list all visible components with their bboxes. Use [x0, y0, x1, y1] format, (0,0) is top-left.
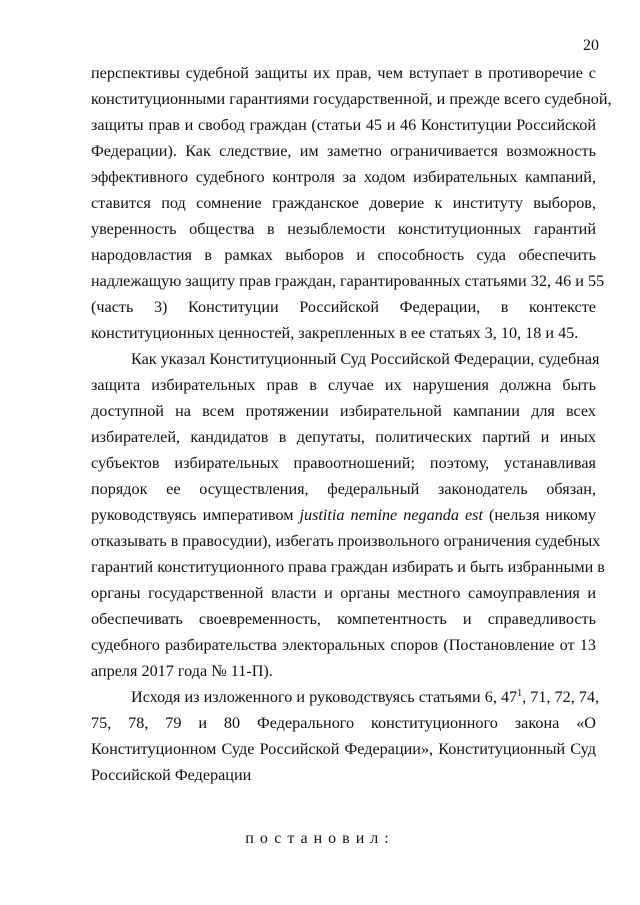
paragraph2-line-8: отказывать в правосудии), избегать произвольного ограничения судебных [91, 532, 601, 550]
paragraph3-line1-prefix: Исходя из изложенного и руководствуясь статьями 6, 47 [131, 688, 518, 706]
paragraph2-line-3: доступной на всем протяжении избирательной кампании для всех [91, 402, 596, 420]
paragraph1-line-8: народовластия в рамках выборов и способность суда обеспечить [91, 246, 596, 264]
page-number: 20 [583, 37, 599, 54]
paragraph2-line-11: обеспечивать своевременность, компетентность и справедливость [91, 610, 596, 628]
paragraph1-line-3: защиты прав и свобод граждан (статьи 45 и 46 Конституции Российской [91, 116, 596, 134]
paragraph1-line-6: ставится под сомнение гражданское доверие к институту выборов, [91, 194, 596, 212]
paragraph2-line-13: апреля 2017 года № 11-П). [91, 662, 273, 680]
decree-heading: постановил: [245, 830, 395, 847]
latin-line-prefix: руководствуясь императивом [91, 506, 294, 524]
paragraph2-line-6: порядок ее осуществления, федеральный законодатель обязан, [91, 480, 596, 498]
paragraph3-line-2: 75, 78, 79 и 80 Федерального конституционного закона «О [91, 714, 596, 732]
paragraph3-line1-suffix: , 71, 72, 74, [522, 688, 600, 706]
paragraph1-line-11: конституционных ценностей, закрепленных в ее статьях 3, 10, 18 и 45. [91, 324, 579, 342]
paragraph2-line-12: судебного разбирательства электоральных споров (Постановление от 13 [91, 636, 596, 654]
paragraph1-line-9: надлежащую защиту прав граждан, гарантированных статьями 32, 46 и 55 [91, 272, 605, 290]
paragraph2-line-5: субъектов избирательных правоотношений; поэтому, устанавливая [91, 454, 596, 472]
paragraph3-line-4: Российской Федерации [91, 766, 252, 784]
paragraph2-line-1: Как указал Конституционный Суд Российской Федерации, судебная [131, 350, 600, 368]
paragraph2-line-9: гарантий конституционного права граждан избирать и быть избранными в [91, 558, 605, 576]
paragraph2-line-4: избирателей, кандидатов в депутаты, политических партий и иных [91, 428, 596, 446]
paragraph1-line-10: (часть 3) Конституции Российской Федерации, в контексте [91, 298, 596, 316]
paragraph1-line-4: Федерации). Как следствие, им заметно ограничивается возможность [91, 142, 596, 160]
paragraph1-line-2: конституционными гарантиями государственной, и прежде всего судебной, [91, 90, 612, 108]
paragraph3-line-3: Конституционном Суде Российской Федерации», Конституционный Суд [91, 740, 596, 758]
paragraph3-line-1 [91, 684, 600, 710]
paragraph2-line-latin [91, 502, 596, 528]
latin-phrase: justitia nemine neganda est [299, 506, 483, 524]
paragraph2-line-10: органы государственной власти и органы местного самоуправления и [91, 584, 596, 602]
article-superscript: 1 [517, 688, 523, 699]
paragraph1-line-7: уверенность общества в незыблемости конституционных гарантий [91, 220, 596, 238]
document-body [91, 60, 612, 788]
paragraph1-line-5: эффективного судебного контроля за ходом избирательных кампаний, [91, 168, 596, 186]
paragraph1-line-1: перспективы судебной защиты их прав, чем вступает в противоречие с [91, 64, 596, 82]
paragraph2-line-2: защита избирательных прав в случае их нарушения должна быть [91, 376, 596, 394]
latin-line-suffix: (нельзя никому [488, 506, 597, 524]
